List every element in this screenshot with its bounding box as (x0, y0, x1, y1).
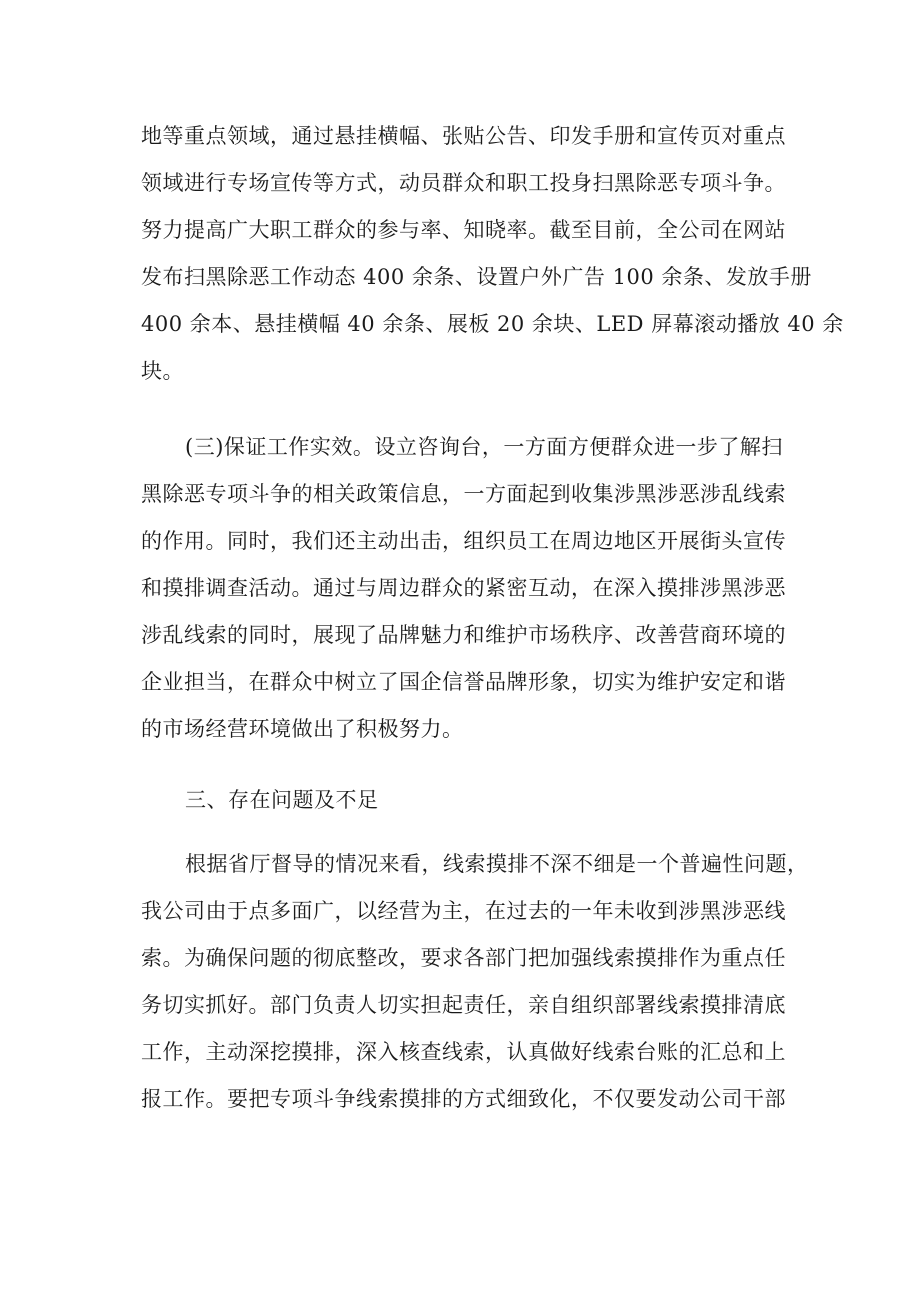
text-line: 努力提高广大职工群众的参与率、知晓率。截至目前，全公司在网站 (141, 218, 786, 242)
text-line: 和摸排调查活动。通过与周边群众的紧密互动，在深入摸排涉黑涉恶 (141, 576, 786, 600)
text-line: 400 余本、悬挂横幅 40 余条、展板 20 余块、LED 屏幕滚动播放 40 余 (141, 312, 844, 336)
text-line: 索。为确保问题的彻底整改，要求各部门把加强线索摸排作为重点任 (141, 946, 786, 970)
text-line: 涉乱线索的同时，展现了品牌魅力和维护市场秩序、改善营商环境的 (141, 623, 786, 647)
text-line: 的市场经营环境做出了积极努力。 (141, 717, 464, 741)
text-line: 发布扫黑除恶工作动态 400 余条、设置户外广告 100 余条、发放手册 (141, 265, 812, 289)
text-line: 地等重点领域，通过悬挂横幅、张贴公告、印发手册和宣传页对重点 (141, 124, 786, 148)
text-line: 领域进行专场宣传等方式，动员群众和职工投身扫黑除恶专项斗争。 (141, 171, 786, 195)
paragraph-first-line: 根据省厅督导的情况来看，线索摸排不深不细是一个普遍性问题， (185, 852, 809, 876)
paragraph-first-line: (三)保证工作实效。设立咨询台，一方面方便群众进一步了解扫 (185, 435, 783, 459)
text-line: 我公司由于点多面广，以经营为主，在过去的一年未收到涉黑涉恶线 (141, 899, 786, 923)
section-heading: 三、存在问题及不足 (185, 788, 379, 812)
text-line: 的作用。同时，我们还主动出击，组织员工在周边地区开展街头宣传 (141, 529, 786, 553)
text-line: 报工作。要把专项斗争线索摸排的方式细致化，不仅要发动公司干部 (141, 1087, 786, 1111)
text-line: 黑除恶专项斗争的相关政策信息，一方面起到收集涉黑涉恶涉乱线索 (141, 482, 786, 506)
text-line: 务切实抓好。部门负责人切实担起责任，亲自组织部署线索摸排清底 (141, 993, 786, 1017)
text-line: 企业担当，在群众中树立了国企信誉品牌形象，切实为维护安定和谐 (141, 670, 786, 694)
text-line: 工作，主动深挖摸排，深入核查线索，认真做好线索台账的汇总和上 (141, 1040, 786, 1064)
text-line: 块。 (141, 359, 184, 383)
